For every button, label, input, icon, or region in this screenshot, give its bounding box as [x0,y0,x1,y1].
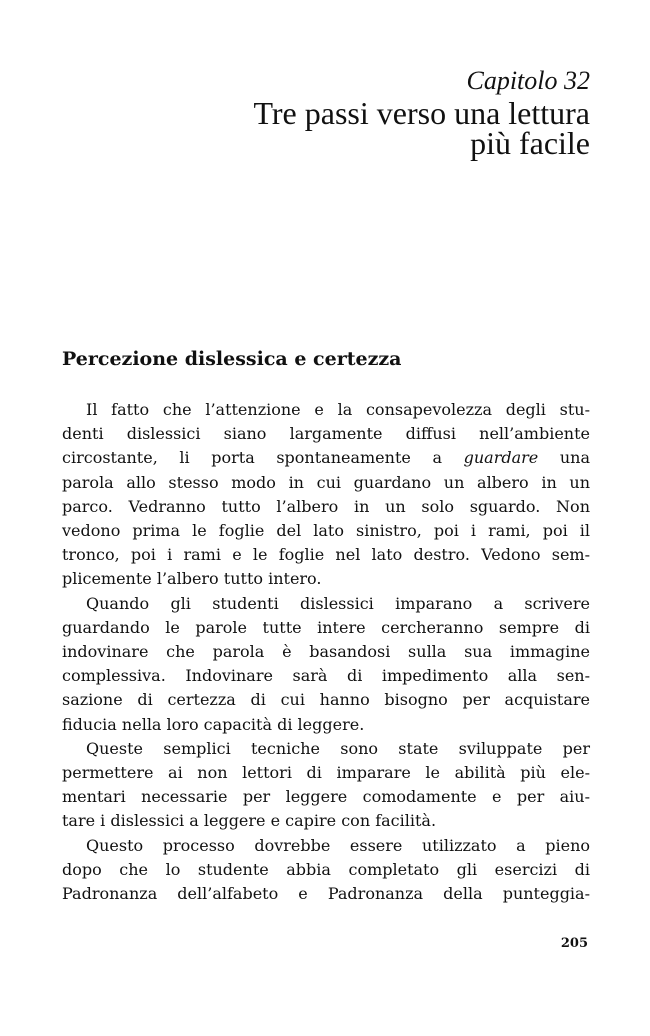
text-line: indovinare che parola è basandosi sulla sua immagine [62,642,590,662]
chapter-header [62,66,590,161]
text-line: Quando gli studenti dislessici imparano a scrivere [86,593,590,613]
paragraph-4 [62,834,590,907]
text-line: guardando le parole tutte intere cercheranno sempre di [62,617,590,637]
text-fragment: circostante, li porta spontaneamente a [62,448,464,468]
paragraph-3 [62,737,590,834]
text-line: Queste semplici tecniche sono state sviluppate per [86,738,590,758]
body-text [62,398,590,906]
text-line: parco. Vedranno tutto l’albero in un solo sguardo. Non [62,496,590,516]
chapter-title [62,95,590,161]
paragraph-2 [62,592,590,737]
text-line: vedono prima le foglie del lato sinistro, poi i rami, poi il [62,521,590,541]
text-line: sazione di certezza di cui hanno bisogno per acquistare [62,690,590,710]
emphasis-guardare: guardare [463,448,539,468]
section-heading: Percezione dislessica e certezza [62,348,402,370]
chapter-title-line-1: Tre passi verso una lettura [253,95,590,131]
text-line: denti dislessici siano largamente diffusi nell’ambiente [62,424,590,444]
text-line [62,446,590,470]
text-line: fiducia nella loro capacità di leggere. [62,714,365,734]
text-fragment: una [538,448,591,468]
text-line: Questo processo dovrebbe essere utilizzato a pieno [86,835,590,855]
text-line: dopo che lo studente abbia completato gli esercizi di [62,859,590,879]
text-line: mentari necessarie per leggere comodamente e per aiu- [62,787,590,807]
chapter-title-line-2: più facile [470,125,590,161]
text-line: permettere ai non lettori di imparare le abilità più ele- [62,763,590,783]
text-line: Padronanza dell’alfabeto e Padronanza della punteggia- [62,884,590,904]
chapter-label: Capitolo 32 [466,66,590,95]
text-line: plicemente l’albero tutto intero. [62,569,322,589]
text-line: complessiva. Indovinare sarà di impedimento alla sen- [62,666,590,686]
text-line: parola allo stesso modo in cui guardano un albero in un [62,472,590,492]
paragraph-1 [62,398,590,592]
text-line: tronco, poi i rami e le foglie nel lato destro. Vedono sem- [62,545,590,565]
text-line: Il fatto che l’attenzione e la consapevolezza degli stu- [86,400,590,419]
page-number: 205 [560,936,588,951]
text-line: tare i dislessici a leggere e capire con facilità. [62,811,437,831]
